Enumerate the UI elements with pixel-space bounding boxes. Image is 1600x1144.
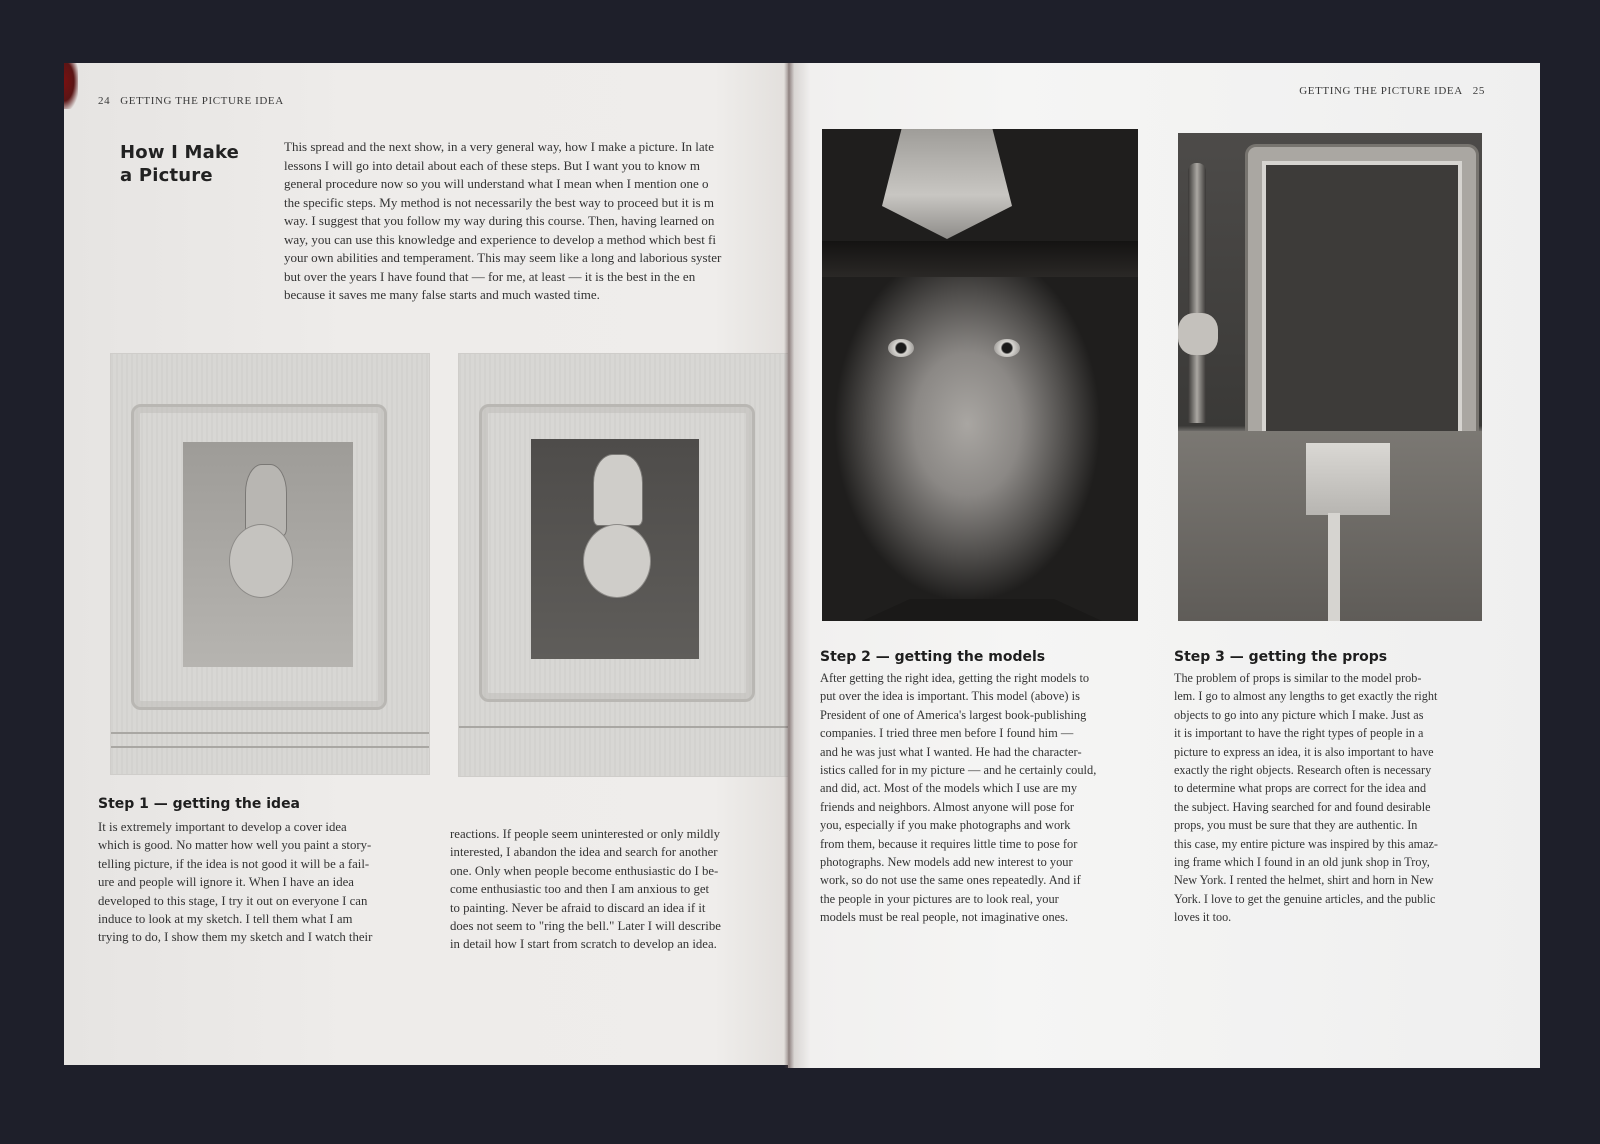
bookmark-ribbon <box>64 63 78 109</box>
step1-column-2: reactions. If people seem uninterested or only mildly interested, I abandon the idea and search for another one. Only when people become enthusiastic do I be- come enthusiastic too and then I am anxious to get to painting. Never be afraid to discard an idea if it does not seem to "ring the bell." Later I will describe in detail how I start from scratch to develop an idea. <box>450 827 721 952</box>
step3-heading: Step 3 — getting the props <box>1174 649 1388 665</box>
step3-body: The problem of props is similar to the model prob- lem. I go to almost any lengths to get exactly the right objects to go into any picture which I make. Just as it is important to have the right types of people in a picture to express an idea, it is also important to have exactly the right objects. Research often is necessary to determine what props are correct for the idea and the subject. Having searched for and found desirable props, you must be sure that they are authentic. In this case, my entire picture was inspired by this amaz- ing frame which I found in an old junk shop in Troy, New York. I rented the helmet, shirt and horn in New York. I love to get the genuine articles, and the public loves it too. <box>1174 671 1438 925</box>
refined-sketch-image <box>458 353 788 777</box>
page-title: How I Make a Picture <box>120 142 240 186</box>
step1-column-1: It is extremely important to develop a cover idea which is good. No matter how well you paint a story- telling picture, if the idea is not good it will be a fail- ure and people will ignore it. When I have an idea developed to this stage, I try it out on everyone I can induce to look at my sketch. I tell them what I am trying to do, I show them my sketch and I watch their <box>98 820 373 945</box>
right-page <box>788 63 1540 1068</box>
model-photo <box>822 129 1138 621</box>
rough-sketch-image <box>110 353 430 775</box>
step2-heading: Step 2 — getting the models <box>820 649 1046 665</box>
left-page <box>64 63 788 1065</box>
running-head-text: GETTING THE PICTURE IDEA <box>120 95 284 107</box>
running-head-right <box>1299 85 1485 97</box>
page-number: 24 <box>98 95 111 107</box>
props-photo <box>1178 133 1482 621</box>
book-gutter <box>784 63 794 1068</box>
intro-paragraph: This spread and the next show, in a very general way, how I make a picture. In late lessons I will go into detail about each of these steps. But I want you to know m general procedure now so you will understand what I mean when I mention one o the specific steps. My method is not necessarily the best way to proceed but it is m way. I suggest that you follow my way during this course. Then, having learned on way, you can use this knowledge and experience to develop a method which best fi your own abilities and temperament. This may seem like a long and laborious syster but over the years I have found that — for me, at least — it is the best in the en because it saves me many false starts and much wasted time. <box>284 139 722 302</box>
page-number: 25 <box>1472 85 1485 97</box>
running-head-text: GETTING THE PICTURE IDEA <box>1299 85 1463 97</box>
step2-body: After getting the right idea, getting the right models to put over the idea is important. This model (above) is President of one of America's largest book-publishing companies. I tried three men before I found him — and he was just what I wanted. He had the character- istics called for in my picture — and he certainly could, and did, act. Most of the models which I use are my friends and neighbors. Almost anyone will pose for you, especially if you make photographs and work from them, because it requires little time to pose for photographs. New models add new interest to your work, so do not use the same ones repeatedly. And if the people in your pictures are to look real, your models must be real people, not imaginative ones. <box>820 671 1097 925</box>
running-head-left <box>98 95 284 107</box>
step1-heading: Step 1 — getting the idea <box>98 796 301 812</box>
